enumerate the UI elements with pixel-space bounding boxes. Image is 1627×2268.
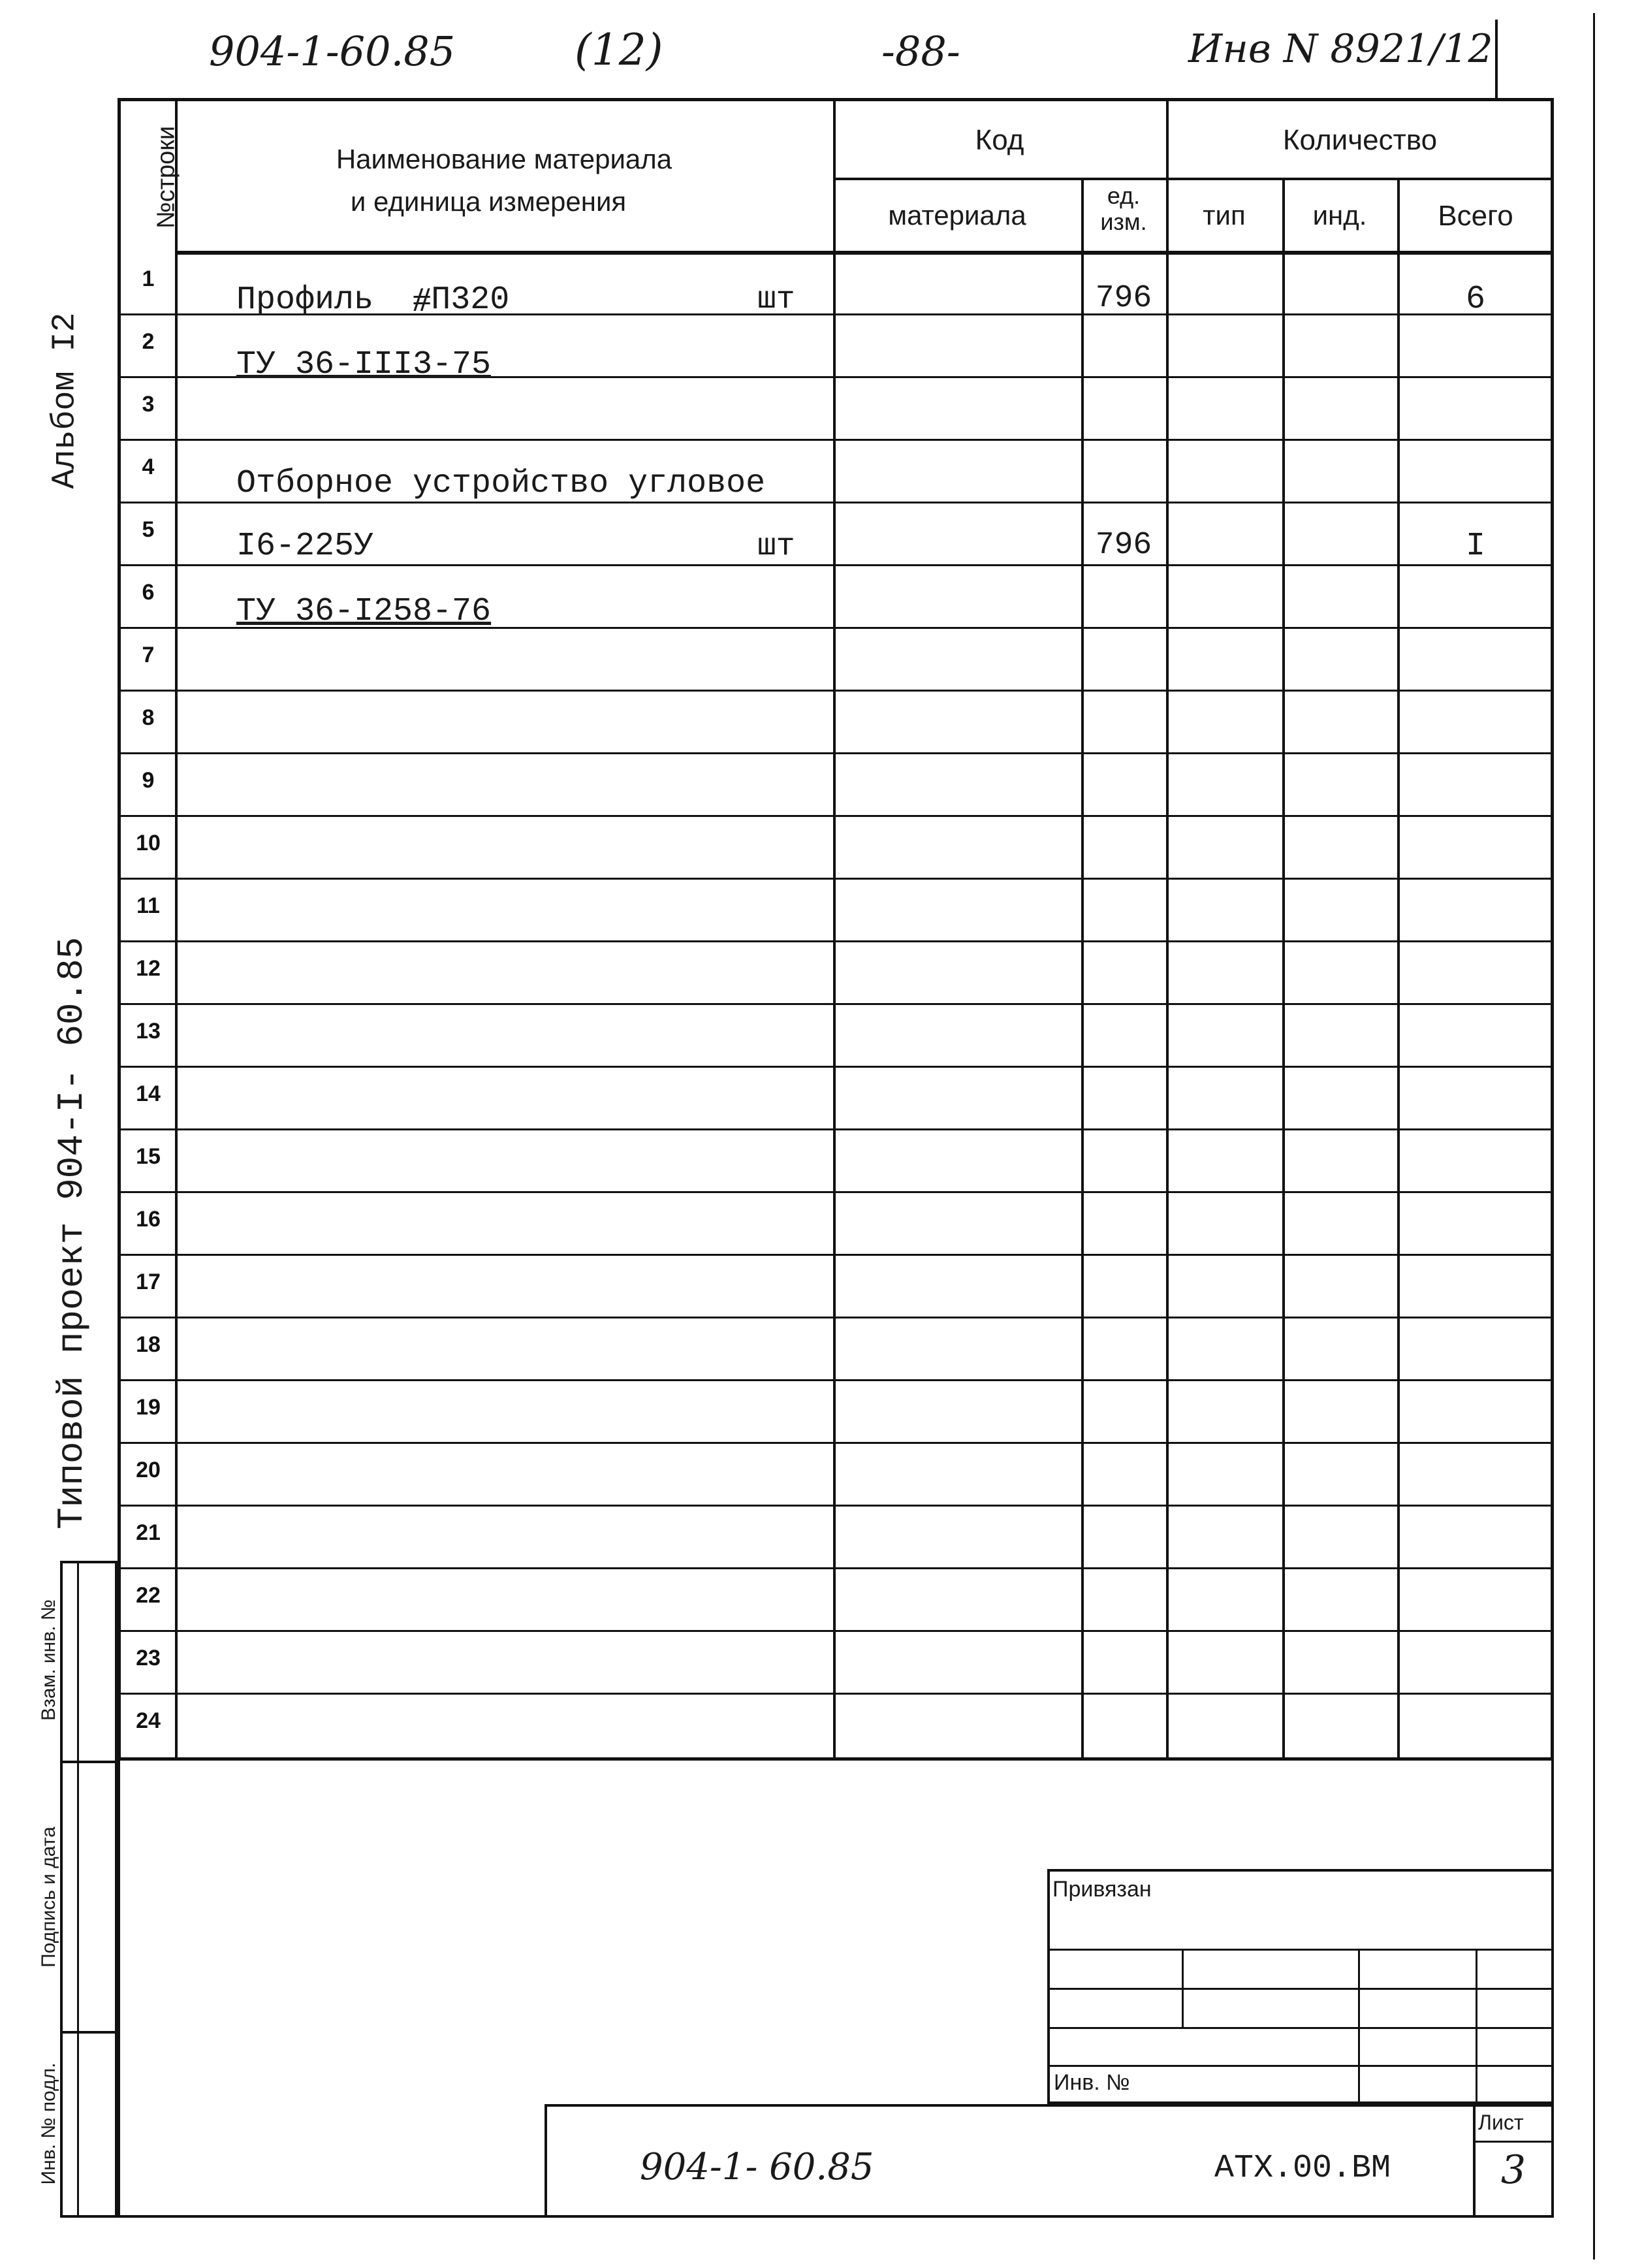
row-number: 13 xyxy=(136,1019,161,1044)
header-name-line2: и единица измерения xyxy=(350,186,627,217)
side-label-inv-podl: Инв. № подл. xyxy=(38,2062,59,2185)
table-row-line xyxy=(175,1066,1554,1068)
table-row-line xyxy=(118,1191,175,1193)
table-row-line xyxy=(175,1630,1554,1632)
row-number: 15 xyxy=(136,1144,161,1169)
privyazan-col2 xyxy=(1358,1949,1360,2104)
row-number: 12 xyxy=(136,956,161,981)
col-divider-code-qty xyxy=(1166,98,1169,1761)
table-row-line xyxy=(118,1379,175,1381)
table-row-line xyxy=(118,1003,175,1005)
col-divider-type xyxy=(1282,178,1285,1761)
row-5-total: I xyxy=(1465,528,1485,565)
row-number: 4 xyxy=(142,455,155,479)
list-label: Лист xyxy=(1478,2111,1524,2134)
row-number: 20 xyxy=(136,1458,161,1482)
row-4-name: Отборное устройство угловое xyxy=(236,465,766,502)
header-code-unit-line1: ед. xyxy=(1107,182,1141,209)
project-code-handwritten: 904-1-60.85 xyxy=(209,27,456,75)
side-stamp xyxy=(60,1561,118,2218)
header-qty-total: Всего xyxy=(1438,200,1513,232)
table-row-line xyxy=(118,1630,175,1632)
sheet-number: 3 xyxy=(1500,2147,1526,2193)
row-number: 17 xyxy=(136,1270,161,1294)
page-number: -88- xyxy=(881,27,960,75)
table-row-line xyxy=(175,815,1554,817)
table-row-line xyxy=(118,564,175,566)
table-row-line xyxy=(118,752,175,754)
table-row-line xyxy=(175,439,1554,441)
row-number: 21 xyxy=(136,1520,161,1545)
table-row-line xyxy=(118,1254,175,1256)
col-divider-ind xyxy=(1397,178,1400,1761)
table-row-line xyxy=(118,878,175,880)
header-code-unit-line2: изм. xyxy=(1100,208,1147,235)
privyazan-col1 xyxy=(1182,1949,1184,2027)
header-code-material: материала xyxy=(888,200,1026,231)
table-row-line xyxy=(118,313,175,315)
row-1-total: 6 xyxy=(1465,281,1485,318)
table-row-line xyxy=(118,1567,175,1569)
table-row-line xyxy=(118,1128,175,1130)
table-row-line xyxy=(118,1317,175,1318)
table-row-line xyxy=(175,1693,1554,1695)
row-number: 2 xyxy=(142,329,155,354)
right-edge-line xyxy=(1593,13,1595,2260)
side-stamp-sep1 xyxy=(60,1761,118,1763)
header-quantity: Количество xyxy=(1282,124,1438,156)
row-number: 11 xyxy=(136,893,160,918)
row-number: 22 xyxy=(136,1583,161,1608)
row-number: 7 xyxy=(142,643,155,667)
privyazan-col3 xyxy=(1476,1949,1477,2104)
table-row-line xyxy=(175,1254,1554,1256)
table-row-line xyxy=(118,940,175,942)
table-row-line xyxy=(118,627,175,629)
row-number: 16 xyxy=(136,1207,161,1232)
table-row-line xyxy=(118,376,175,378)
table-row-line xyxy=(118,439,175,441)
row-1-unit: шт xyxy=(757,282,795,317)
table-row-line xyxy=(118,1505,175,1507)
album-number-handwritten: (12) xyxy=(575,25,663,75)
row-number: 3 xyxy=(142,392,155,417)
side-stamp-sep2 xyxy=(60,2031,118,2034)
row-1-code-unit: 796 xyxy=(1095,281,1152,316)
row-number: 10 xyxy=(136,831,161,855)
row-number: 18 xyxy=(136,1332,161,1357)
row-number: 8 xyxy=(142,705,155,730)
header-qty-ind: инд. xyxy=(1312,200,1367,231)
header-divider xyxy=(1495,20,1498,98)
header-row-no: №строки xyxy=(152,125,180,229)
privyazan-line2 xyxy=(1047,1988,1554,1990)
row-5-code-unit: 796 xyxy=(1095,528,1152,563)
header-bottom xyxy=(175,251,1554,255)
privyazan-line4 xyxy=(1047,2065,1554,2067)
row-5-unit: шт xyxy=(757,529,795,564)
header-name-line1: Наименование материала xyxy=(336,144,672,174)
table-row-line xyxy=(118,1066,175,1068)
side-stamp-inner xyxy=(77,1561,79,2218)
table-row-line xyxy=(175,940,1554,942)
header-code: Код xyxy=(975,124,1024,156)
row-1-name: Профиль ⧣П320 xyxy=(236,281,510,319)
privyazan-label: Привязан xyxy=(1052,1877,1152,1902)
col-divider-name xyxy=(833,98,836,1761)
table-row-line xyxy=(175,1442,1554,1444)
row-number: 23 xyxy=(136,1646,161,1670)
row-number: 9 xyxy=(142,768,155,793)
row-number: 1 xyxy=(142,266,155,291)
row-number: 5 xyxy=(142,517,155,542)
side-label-podpis: Подпись и дата xyxy=(38,1827,59,1968)
row-number: 14 xyxy=(136,1081,161,1106)
table-row-line xyxy=(175,1379,1554,1381)
privyazan-block xyxy=(1047,1869,1554,2104)
table-row-line xyxy=(118,502,175,503)
side-label-album: Альбом I2 xyxy=(46,312,84,489)
privyazan-line3 xyxy=(1047,2027,1554,2029)
table-row-line xyxy=(118,815,175,817)
row-number: 19 xyxy=(136,1395,161,1420)
table-row-line xyxy=(118,1442,175,1444)
table-row-line xyxy=(175,1191,1554,1193)
row-number: 6 xyxy=(142,580,155,605)
table-row-line xyxy=(175,564,1554,566)
table-row-line xyxy=(175,690,1554,692)
row-6-name: ТУ 36-I258-76 xyxy=(236,593,492,630)
header-qty-type: тип xyxy=(1203,200,1246,231)
table-row-line xyxy=(175,1505,1554,1507)
table-row-line xyxy=(118,690,175,692)
table-row-line xyxy=(175,1128,1554,1130)
row-number: 24 xyxy=(136,1708,161,1733)
inv-no-label: Инв. № xyxy=(1054,2070,1130,2095)
col-divider-code-unit xyxy=(1081,178,1084,1761)
row-2-name: ТУ 36-III3-75 xyxy=(236,346,492,383)
table-row-line xyxy=(175,1317,1554,1318)
table-row-line xyxy=(175,878,1554,880)
header-subline xyxy=(833,178,1554,180)
inventory-number-handwritten: Инв N 8921/12 xyxy=(1188,26,1493,72)
table-row-line xyxy=(118,1693,175,1695)
table-row-line xyxy=(175,1003,1554,1005)
doc-project-code: 904-1- 60.85 xyxy=(640,2146,874,2188)
doc-code: АТХ.00.ВМ xyxy=(1214,2150,1391,2187)
side-label-zam-inv: Взам. инв. № xyxy=(38,1599,59,1721)
privyazan-line1 xyxy=(1047,1949,1554,1951)
table-row-line xyxy=(175,1567,1554,1569)
table-row-line xyxy=(175,752,1554,754)
row-5-name: I6-225У xyxy=(236,528,374,565)
col-divider-rowno xyxy=(175,98,178,1761)
list-label-line xyxy=(1473,2141,1554,2143)
side-label-project: Типовой проект 904-I- 60.85 xyxy=(51,936,93,1529)
